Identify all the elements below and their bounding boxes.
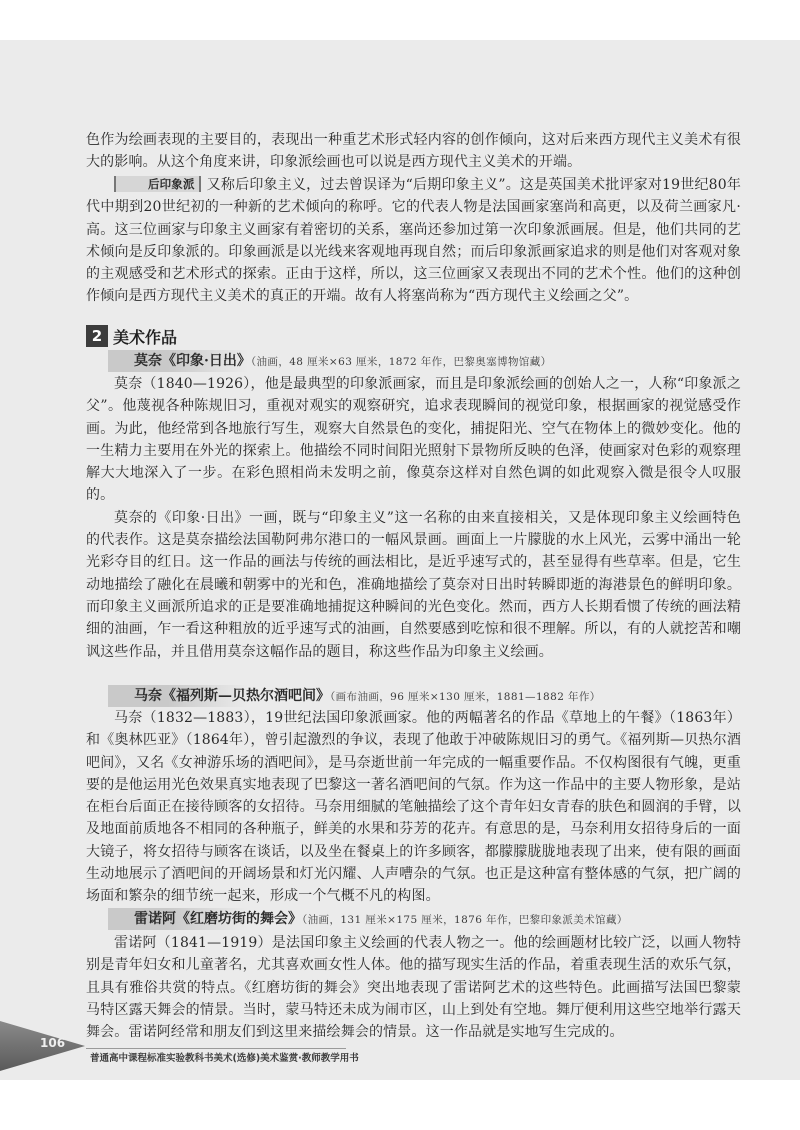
monet-paragraph-1: 莫奈（1840—1926），他是最典型的印象派画家，而且是印象派绘画的创始人之一，人称“印象派之父”。他蔑视各种陈规旧习，重视对观实的观察研究，追求表现瞬间的视觉印象，根据画家的视觉感受作画。为此，他经常到各地旅行写生，观察大自然景色的变化，捕捉阳光、空气在物体上的微妙变化。他的一生精力主要用在外光的探索上。他描绘不同时间阳光照射下景物所反映的色泽，使画家对色彩的观察理解大大地深入了一步。在彩色照相尚未发明之前，像莫奈这样对自然色调的如此观察入微是很令人叹服的。: [86, 376, 741, 504]
caption-title: 马奈《福列斯—贝热尔酒吧间》: [134, 688, 330, 704]
monet-paragraph-2: 莫奈的《印象·日出》一画，既与“印象主义”这一名称的由来直接相关，又是体现印象主义绘画特色的代表作。这是莫奈描绘法国勒阿弗尔港口的一幅风景画。画面上一片朦胧的水上风光，云雾中涌出一轮光彩夺目的红日。这一作品的画法与传统的画法相比，是近乎速写式的，甚至显得有些草率。但是，它生动地描绘了融化在晨曦和朝雾中的光和色，准确地描绘了莫奈对日出时转瞬即逝的海港景色的鲜明印象。而印象主义画派所追求的正是要准确地捕捉这种瞬间的光色变化。然而，西方人长期看惯了传统的画法精细的油画，乍一看这种粗放的近乎速写式的油画，自然要感到吃惊和很不理解。所以，有的人就挖苦和嘲讽这些作品，并且借用莫奈这幅作品的题目，称这些作品为印象主义绘画。: [86, 509, 741, 660]
post-impressionism-text: 又称后印象主义，过去曾误译为“后期印象主义”。这是英国美术批评家对19世纪80年代中期到20世纪初的一种新的艺术倾向的称呼。它的代表人物是法国画家塞尚和高更，以及荷兰画家凡·高。这三位画家与印象主义画家有着密切的关系，塞尚还参加过第一次印象派画展。但是，他们共同的艺术倾向是反印象派的。印象画派是以光线来客观地再现自然；而后印象派画家追求的则是他们对客观对象的主观感受和艺术形式的探索。正由于这样，所以，这三位画家又表现出不同的艺术个性。他们的这种创作倾向是西方现代主义美术的真正的开端。故有人将塞尚称为“西方现代主义绘画之父”。: [86, 177, 741, 305]
artwork-caption-manet: [108, 685, 742, 707]
post-impressionism-block: [86, 174, 741, 308]
section-header: [86, 325, 177, 347]
intro-paragraph-block: [86, 129, 741, 174]
section-title: 美术作品: [113, 327, 178, 347]
manet-paragraph-1: 马奈（1832—1883），19世纪法国印象派画家。他的两幅著名的作品《草地上的午餐》（1863年）和《奥林匹亚》（1864年），曾引起激烈的争议，表现了他敢于冲破陈规旧习的勇气。《福列斯—贝热尔酒吧间》，又名《女神游乐场的酒吧间》，是马奈逝世前一年完成的一幅重要作品。不仅构图很有气魄，更重要的是他运用光色效果真实地表现了巴黎这一著名酒吧间的气氛。作为这一作品中的主要人物形象，是站在柜台后面正在接待顾客的女招待。马奈用细腻的笔触描绘了这个青年妇女青春的肤色和圆润的手臂，以及地面前质地各不相同的各种瓶子，鲜美的水果和芬芳的花卉。有意思的是，马奈利用女招待身后的一面大镜子，将女招待与顾客在谈话，以及坐在餐桌上的许多顾客，都朦朦胧胧地表现了出来，使有限的画面生动地展示了酒吧间的开阔场景和灯光闪耀、人声嘈杂的气氛。也正是这种富有整体感的气氛，把广阔的场面和繁杂的细节统一起来，形成一个气概不凡的构图。: [86, 710, 741, 905]
footer-book-title: 普通高中课程标准实验教科书美术(选修)美术鉴赏·教师教学用书: [90, 1053, 359, 1064]
artwork-caption-monet: [108, 350, 742, 372]
section-number: 2: [86, 325, 108, 347]
renoir-text-block: [86, 932, 741, 1043]
term-label: 后印象派: [114, 176, 201, 192]
caption-meta: （油画，131 厘米×175 厘米，1876 年作，巴黎印象派美术馆藏）: [302, 914, 628, 926]
page-number: 106: [40, 1036, 66, 1050]
caption-title: 雷诺阿《红磨坊街的舞会》: [134, 911, 302, 927]
post-impressionism-paragraph: [86, 174, 741, 308]
caption-meta: （画布油画，96 厘米×130 厘米，1881—1882 年作）: [330, 691, 601, 703]
footer-divider: [86, 1048, 346, 1049]
renoir-paragraph-1: 雷诺阿（1841—1919）是法国印象主义绘画的代表人物之一。他的绘画题材比较广泛，以画人物特别是青年妇女和儿童著名，尤其喜欢画女性人体。他的描写现实生活的作品，着重表现生活的欢乐气氛，且具有雅俗共赏的特点。《红磨坊街的舞会》突出地表现了雷诺阿艺术的这些特色。此画描写法国巴黎蒙马特区露天舞会的情景。当时，蒙马特还未成为闹市区，山上到处有空地。舞厅便利用这些空地举行露天舞会。雷诺阿经常和朋友们到这里来描绘舞会的情景。这一作品就是实地写生完成的。: [86, 935, 741, 1041]
artwork-caption-renoir: [108, 908, 742, 930]
caption-title: 莫奈《印象·日出》: [134, 353, 251, 369]
caption-meta: （油画，48 厘米×63 厘米，1872 年作，巴黎奥塞博物馆藏）: [250, 356, 552, 368]
monet-text-block: [86, 373, 741, 663]
paragraph-top: 色作为绘画表现的主要目的，表现出一种重艺术形式轻内容的创作倾向，这对后来西方现代主义美术有很大的影响。从这个角度来讲，印象派绘画也可以说是西方现代主义美术的开端。: [86, 132, 741, 171]
manet-text-block: [86, 707, 741, 908]
